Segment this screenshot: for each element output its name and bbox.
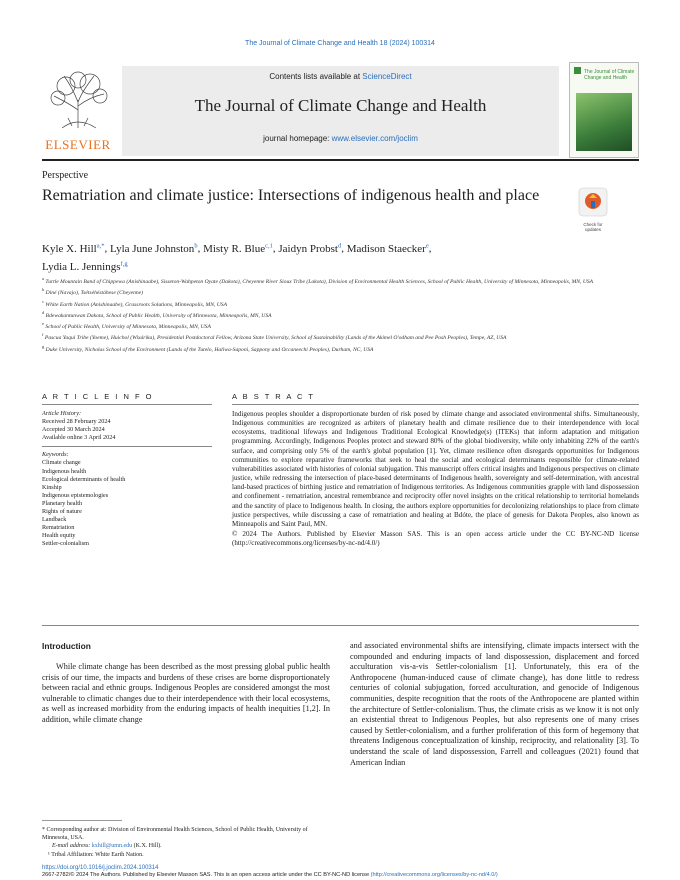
doi-link[interactable]: https://doi.org/10.1016/j.joclim.2024.100314 bbox=[42, 865, 159, 871]
history-item: Available online 3 April 2024 bbox=[42, 434, 116, 442]
cover-image bbox=[576, 93, 632, 151]
check-updates-label: Check for updates bbox=[583, 222, 603, 232]
affiliation-item: $^c$ White Earth Nation (Anishinaabe), Grassroots Solutions, Minneapolis, MN, USA bbox=[42, 298, 227, 308]
tribal-affiliation-note: ¹ Tribal Affiliation: White Earth Nation. bbox=[48, 852, 144, 858]
keywords-label: Keywords: bbox=[42, 451, 69, 459]
body-right-column: and associated environmental shifts are intensifying, climate impacts intersect with the compounded and enduring impacts of land dispossession, displacement and forced acculturation vis-a-vis Settler-colonialism [1]. Unfortunately, this era of the Anthropocene (human-induced cause of climate change), has done little to redress centuries of colonial subjugation, forced acculturation, and genocide of Indigenous communities, despite recognition that the roots of the Anthropocene are planted within the architecture of Settler-colonialism. Thus, the climate crisis as we know it is not only an existential threat to Indigenous Peoples, but also represents one of many crises caused by Settler-colonialism, and a further proliferation of this form of hegemony that threatens Indigenous conceptualization of kinship, reciprocity, and relationality [3]. To understand the scale of land dispossession, Farrell and colleagues (2021) found that American Indian bbox=[350, 641, 639, 767]
author[interactable]: Lydia L. Jennings$^{f,g}$ bbox=[42, 260, 128, 274]
homepage-link[interactable]: www.elsevier.com/joclim bbox=[331, 134, 418, 143]
check-for-updates-button[interactable] bbox=[578, 187, 608, 232]
affiliation-item: $^g$ Duke University, Nicholas School of the Environment (Lands of the Tutelo, Haliwa-Saponi, Sappony and Occaneechi Peoples), Durham, NC, USA bbox=[42, 343, 374, 353]
author[interactable]: Kyle X. Hill$^{a,*}$ bbox=[42, 242, 105, 255]
keyword: Settler-colonialism bbox=[42, 540, 89, 548]
abstract-heading: A B S T R A C T bbox=[232, 392, 315, 401]
abstract bbox=[232, 410, 639, 548]
elsevier-logo[interactable] bbox=[42, 66, 114, 156]
affiliation-item: $^d$ Bdewakantunwan Dakota, School of Public Health, University of Minnesota, Minneapolis, MN, USA bbox=[42, 309, 272, 319]
introduction-heading: Introduction bbox=[42, 641, 91, 651]
email-link[interactable]: kxhill@umn.edu bbox=[91, 843, 133, 849]
keyword: Climate change bbox=[42, 459, 81, 467]
info-sep bbox=[42, 446, 212, 447]
keyword: Health equity bbox=[42, 532, 76, 540]
header-rule bbox=[42, 159, 639, 161]
author-list: Kyle X. Hill$^{a,*}$, Lyla June Johnston$^b$, Misty R. Blue$^{c,1}$, Jaidyn Probst$^d$, Madison Staecker$^e$, Lydia L. Jennings$^{f,g}$ bbox=[42, 242, 432, 274]
article-section: Perspective bbox=[42, 170, 89, 181]
keyword: Rematriation bbox=[42, 524, 75, 532]
abstract-bottom-rule bbox=[42, 625, 639, 626]
abstract-rule bbox=[232, 404, 639, 405]
article-info-heading: A R T I C L E I N F O bbox=[42, 392, 154, 401]
author[interactable]: Misty R. Blue$^{c,1}$ bbox=[203, 242, 273, 255]
body-left-column: While climate change has been described as the most pressing global public health crisis of our time, the impacts and burdens of these crises are borne disproportionately between racial and ethnic groups. Indigenous Peoples are considered amongst the most vulnerable to climatic changes due to their interdependence with their local ecosystems, as well as increased morbidity from the enduring impacts of health inequities [1,2]. In addition, while climate change bbox=[42, 662, 330, 724]
journal-cover[interactable] bbox=[569, 62, 639, 158]
affiliations bbox=[42, 275, 622, 354]
publisher-wordmark: ELSEVIER bbox=[45, 137, 111, 152]
history-item: Accepted 30 March 2024 bbox=[42, 426, 105, 434]
contents-line: Contents lists available at ScienceDirect bbox=[269, 72, 412, 81]
footnote-rule bbox=[42, 820, 122, 821]
cover-title: The Journal of Climate Change and Health bbox=[584, 69, 635, 81]
footer bbox=[42, 864, 639, 872]
info-rule bbox=[42, 404, 212, 405]
article-info bbox=[42, 410, 212, 549]
keyword: Indigenous health bbox=[42, 467, 87, 475]
affiliation-item: $^a$ Turtle Mountain Band of Chippewa (Anishinaabe), Sisseton-Wahpeton Oyate (Dakota), Cheyenne River Sioux Tribe (Lakota), Division of Environmental Health Sciences, School of Public Health, University of Minnesota, Minneapolis, MN, USA bbox=[42, 276, 594, 285]
keyword: Ecological determinants of health bbox=[42, 475, 126, 483]
affiliation-item: $^e$ School of Public Health, University of Minnesota, Minneapolis, MN, USA bbox=[42, 321, 211, 330]
check-updates-icon bbox=[578, 187, 608, 217]
keyword: Rights of nature bbox=[42, 508, 82, 516]
author[interactable]: Lyla June Johnston$^b$ bbox=[109, 242, 198, 255]
affiliation-item: $^b$ Diné (Navajo), Tsétsėhéstȧhese (Cheyenne) bbox=[42, 287, 144, 297]
footnote-email: E-mail address: kxhill@umn.edu (K.X. Hill). bbox=[52, 843, 162, 849]
keyword: Landback bbox=[42, 516, 67, 524]
journal-homepage: journal homepage: www.elsevier.com/joclim bbox=[263, 134, 418, 143]
cover-mark-icon bbox=[574, 67, 581, 74]
sciencedirect-link[interactable]: ScienceDirect bbox=[362, 72, 412, 81]
abstract-copyright: © 2024 The Authors. Published by Elsevier Masson SAS. This is an open access article under the CC BY-NC-ND license (http://creativecommons.org/licenses/by-nc-nd/4.0/) bbox=[232, 530, 639, 548]
author[interactable]: Madison Staecker$^e$ bbox=[346, 242, 429, 255]
corresponding-author-note: * Corresponding author at: Division of Environmental Health Sciences, School of Public Health, University of Minnesota, USA. bbox=[42, 827, 308, 841]
journal-citation[interactable]: The Journal of Climate Change and Health 18 (2024) 100314 bbox=[245, 40, 435, 47]
author[interactable]: Jaidyn Probst$^d$ bbox=[278, 242, 342, 255]
keyword: Kinship bbox=[42, 483, 62, 491]
footnotes bbox=[42, 826, 332, 842]
keyword: Planetary health bbox=[42, 499, 83, 507]
footer-license bbox=[42, 872, 639, 879]
license-link[interactable]: (http://creativecommons.org/licenses/by-nc-nd/4.0/) bbox=[370, 872, 498, 878]
keyword: Indigenous epistemologies bbox=[42, 491, 109, 499]
article-title: Rematriation and climate justice: Intersections of indigenous health and place bbox=[42, 187, 540, 204]
history-label: Article History: bbox=[42, 410, 82, 417]
abstract-text: Indigenous peoples shoulder a disproportionate burden of risk posed by climate change and associated environmental shifts. Simultaneously, Indigenous communities are recognized as arbiters of planetary health and climate resilience due to their interdependence with local ecosystems, traditional lifeways and Indigenous Traditional Ecological Knowledge(s) (ITEKs) that inform adaptation and mitigation programming. Accordingly, Indigenous Peoples protect and steward 80% of the global biodiversity, while only inhabiting 22% of the earth's surface, and comprising only 5% of the earth's global population [1]. Yet, climate resilience often disregards opportunities for Indigenous communities to explore reparative frameworks that seek to heal the social and ecological determinants responsible for climate-related vulnerabilities associated with histories of colonial subjugation. This manuscript offers critical insights and Indigenous perspectives on climate justice, while redressing the intersection of place-based determinants of Indigenous health, sovereignty and self-determination, with ancestral land-based practices of birthing justice and rematriation of Indigenous territories. As Indigenous communities grapple with land dispossession and confinement - rematriation, ancestral remembrance and reciprocity offer novel insights on the critical relationship to territorial homelands and the sanctity of place to Indigenous health. In closing, the authors explore opportunities for decolonizing relationships to place from climate justice perspectives, while discussing a case of rematriation and healing at Bdóte, the place of genesis for Dakota Peoples, also known as Minneapolis and Saint Paul, MN. bbox=[232, 410, 639, 528]
history-item: Received 28 February 2024 bbox=[42, 418, 111, 426]
affiliation-item: $^f$ Pascua Yaqui Tribe (Yoeme), Huichol (Wixárika), Presidential Postdoctoral Fellow, Arizona State University, School of Sustainability (Lands of the Akimel O'odham and Pee Posh Peoples), Tempe, AZ, USA bbox=[42, 332, 507, 342]
journal-title: The Journal of Climate Change and Health bbox=[194, 96, 487, 115]
issn-line: 2667-2782/© 2024 The Authors. Published by Elsevier Masson SAS. This is an open access article under the CC BY-NC-ND license bbox=[42, 872, 370, 878]
